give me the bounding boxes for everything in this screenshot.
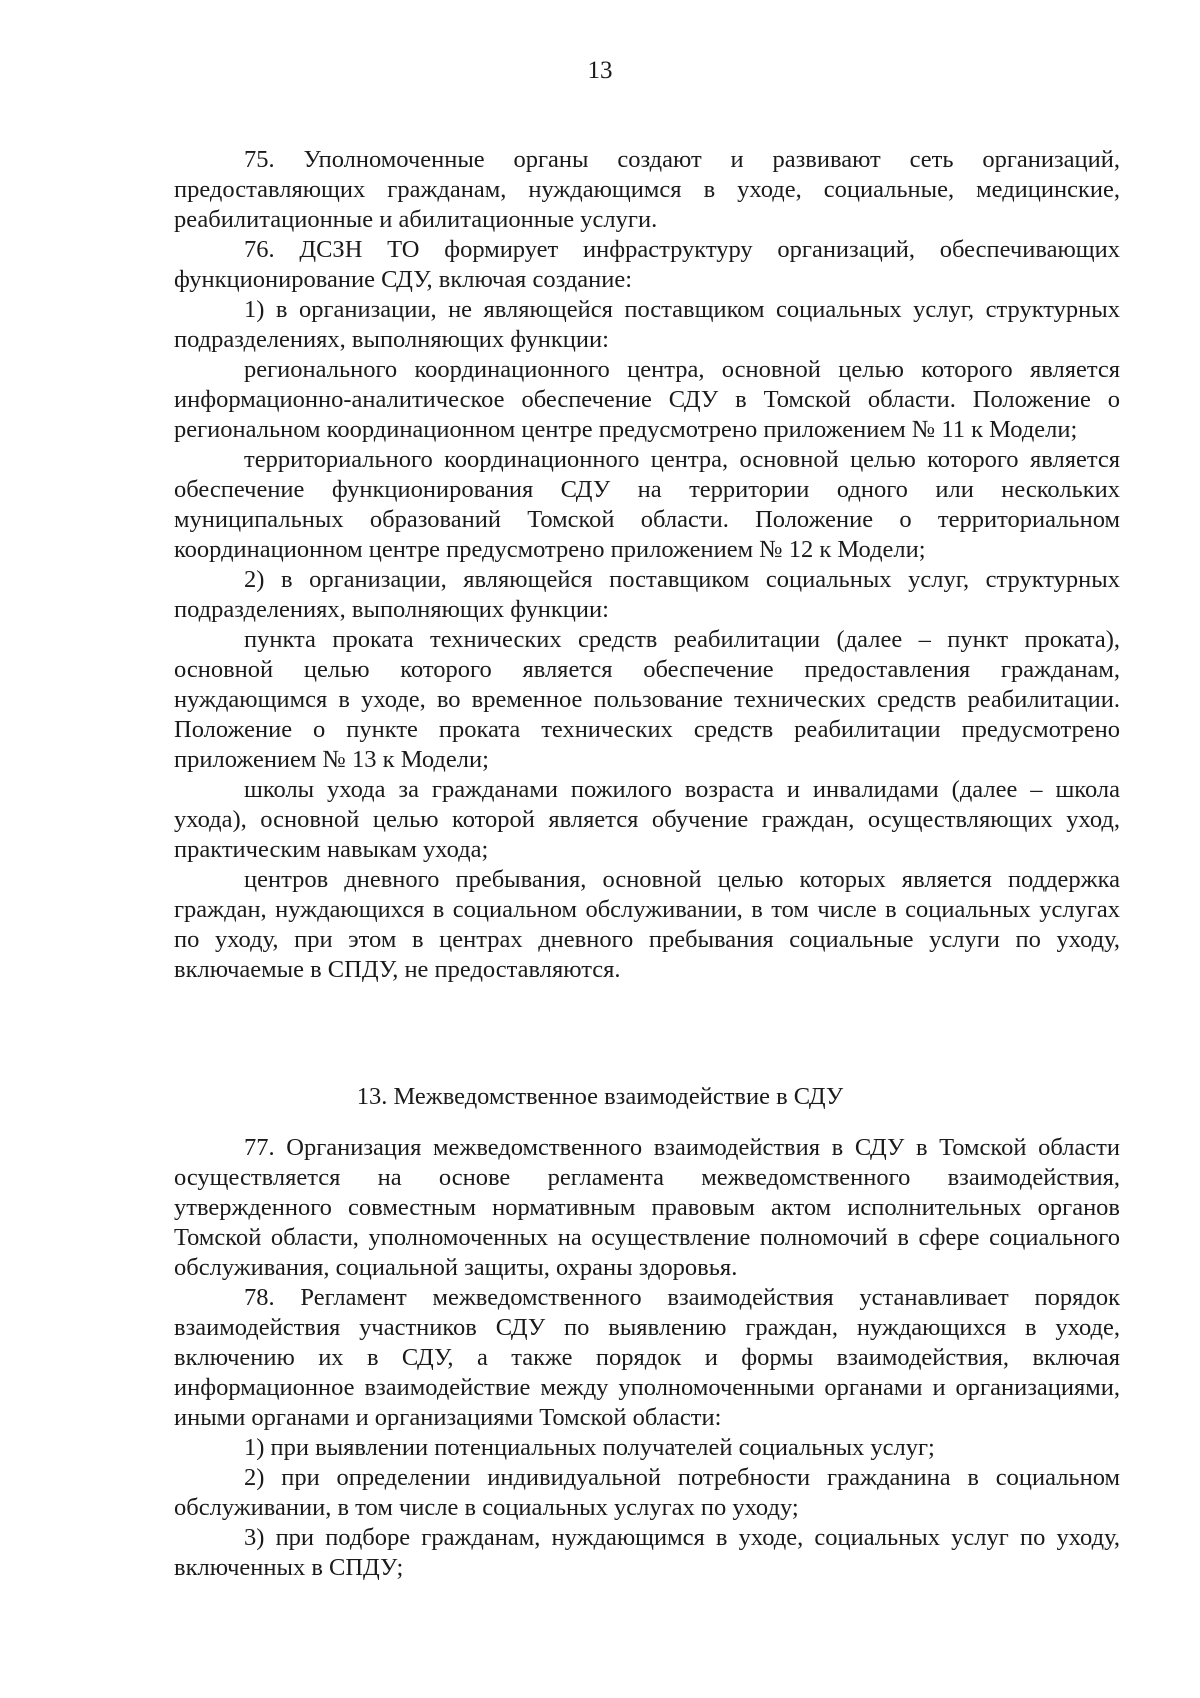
page-number: 13: [587, 57, 613, 84]
paragraph-76-item-2: 2) в организации, являющейся поставщиком социальных услуг, структурных подразделениях, выполняющих функции:: [174, 566, 1120, 623]
paragraph-78: 78. Регламент межведомственного взаимодействия устанавливает порядок взаимодействия участников СДУ по выявлению граждан, нуждающихся в уходе, включению их в СДУ, а также порядок и формы взаимодействия, включая информационное взаимодействие между уполномоченными органами и организациями, иными органами и организациями Томской области:: [174, 1284, 1120, 1431]
paragraph-77: 77. Организация межведомственного взаимодействия в СДУ в Томской области осуществляется на основе регламента межведомственного взаимодействия, утвержденного совместным нормативным правовым актом исполнительных органов Томской области, уполномоченных на осуществление полномочий в сфере социального обслуживания, социальной защиты, охраны здоровья.: [174, 1134, 1120, 1281]
paragraph-territorial-center: территориального координационного центра, основной целью которого является обеспечение функционирования СДУ на территории одного или нескольких муниципальных образований Томской области. Положение о территориальном координационном центре предусмотрено приложением № 12 к Модели;: [174, 446, 1120, 563]
paragraph-care-school: школы ухода за гражданами пожилого возраста и инвалидами (далее – школа ухода), основной целью которой является обучение граждан, осуществляющих уход, практическим навыкам ухода;: [174, 776, 1120, 863]
paragraph-78-item-2: 2) при определении индивидуальной потребности гражданина в социальном обслуживании, в том числе в социальных услугах по уходу;: [174, 1464, 1120, 1521]
paragraphs-block-2: [174, 1133, 1120, 1583]
paragraph-78-item-3: 3) при подборе гражданам, нуждающимся в уходе, социальных услуг по уходу, включенных в СПДУ;: [174, 1524, 1120, 1581]
paragraph-76: 76. ДСЗН ТО формирует инфраструктуру организаций, обеспечивающих функционирование СДУ, включая создание:: [174, 236, 1120, 293]
paragraphs-block-1: [174, 145, 1120, 985]
paragraph-75: 75. Уполномоченные органы создают и развивают сеть организаций, предоставляющих гражданам, нуждающимся в уходе, социальные, медицинские, реабилитационные и абилитационные услуги.: [174, 146, 1120, 233]
paragraph-regional-center: регионального координационного центра, основной целью которого является информационно-аналитическое обеспечение СДУ в Томской области. Положение о региональном координационном центре предусмотрено приложением № 11 к Модели;: [174, 356, 1120, 443]
paragraph-day-centers: центров дневного пребывания, основной целью которых является поддержка граждан, нуждающихся в социальном обслуживании, в том числе в социальных услугах по уходу, при этом в центрах дневного пребывания социальные услуги по уходу, включаемые в СПДУ, не предоставляются.: [174, 866, 1120, 983]
paragraph-78-item-1: 1) при выявлении потенциальных получателей социальных услуг;: [244, 1434, 935, 1461]
paragraph-76-item-1: 1) в организации, не являющейся поставщиком социальных услуг, структурных подразделениях, выполняющих функции:: [174, 296, 1120, 353]
section-heading: 13. Межведомственное взаимодействие в СДУ: [356, 1083, 844, 1110]
paragraph-rental-point: пункта проката технических средств реабилитации (далее – пункт проката), основной целью которого является обеспечение предоставления гражданам, нуждающимся в уходе, во временное пользование технических средств реабилитации. Положение о пункте проката технических средств реабилитации предусмотрено приложением № 13 к Модели;: [174, 626, 1120, 773]
